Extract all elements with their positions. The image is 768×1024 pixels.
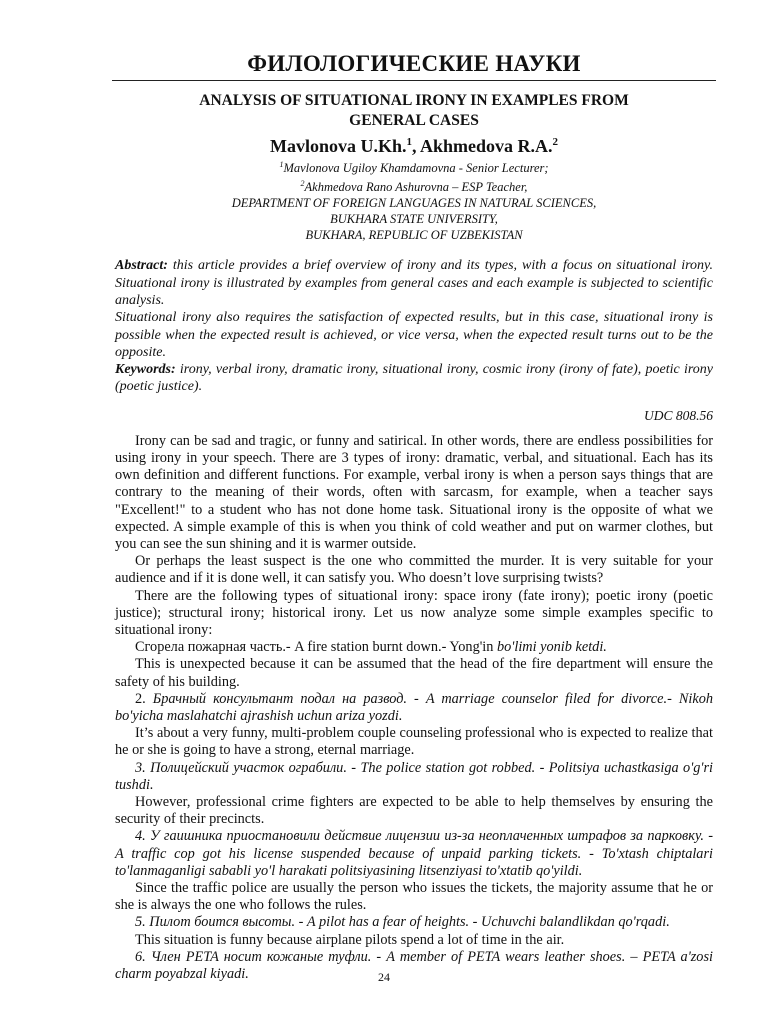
paragraph-italic-text: 4. У гаишника приостановили действие лицензии из-за неоплаченных штрафов за парковку. - A traffic cop got his license suspended because of unpaid parking tickets. - To'xtash chiptalari to'lanmaganligi sababli yo'l harakati politsiyasining litsenziyasi to'xtatib qo'yildi. bbox=[115, 828, 713, 879]
body-paragraph bbox=[115, 553, 713, 587]
keywords-text: irony, verbal irony, dramatic irony, situational irony, cosmic irony (irony of fate), poetic irony (poetic justice). bbox=[115, 362, 713, 395]
paragraph-italic-text: Брачный консультант подал на развод. - A marriage counselor filed for divorce.- Nikoh bo'yicha maslahatchi ajrashish uchun ariza yozdi. bbox=[115, 690, 714, 724]
header-rule bbox=[112, 80, 716, 81]
body-paragraph bbox=[115, 639, 713, 656]
affiliation-line: BUKHARA STATE UNIVERSITY, bbox=[330, 212, 498, 227]
affiliation-line: BUKHARA, REPUBLIC OF UZBEKISTAN bbox=[305, 228, 523, 243]
article-title bbox=[115, 91, 713, 131]
title-line: GENERAL CASES bbox=[349, 112, 479, 129]
udc-code: UDC 808.56 bbox=[643, 407, 713, 423]
body-paragraph bbox=[115, 433, 713, 553]
paragraph-text: 2. bbox=[135, 690, 153, 707]
paragraph-text: Since the traffic police are usually the person who issues the tickets, the majority assume that he or she is always the one who follows the rules. bbox=[115, 879, 713, 914]
author-separator: , bbox=[411, 136, 420, 156]
authors bbox=[115, 131, 713, 157]
aff-text: Mavlonova Ugiloy Khamdamovna - Senior Lecturer; bbox=[283, 161, 549, 176]
paragraph-text: Сгорела пожарная часть.- A fire station burnt down.- Yong'in bbox=[135, 639, 497, 656]
body-paragraph bbox=[115, 656, 713, 690]
paragraph-italic-text: 6. Член PETA носит кожаные туфли. - A member of PETA wears leather shoes. – PETA a'zosi charm poyabzal kiyadi. bbox=[115, 948, 713, 982]
abstract-text: Situational irony also requires the satisfaction of expected results, but in this case, situational irony is possible when the expected result is achieved, or vice versa, when the expected result turns out to be the opposite. bbox=[115, 310, 713, 360]
affiliations bbox=[115, 157, 713, 243]
paragraph-text: This is unexpected because it can be assumed that the head of the fire department will ensure the safety of his building. bbox=[115, 656, 713, 690]
article-body bbox=[115, 433, 713, 984]
paragraph-italic-text: 5. Пилот боится высоты. - A pilot has a fear of heights. - Uchuvchi balandlikdan qo'rqadi. bbox=[135, 914, 670, 931]
body-paragraph bbox=[115, 880, 713, 914]
abstract-text: this article provides a brief overview of irony and its types, with a focus on situational irony. Situational irony is illustrated by examples from general cases and each example is subjected to scientific analysis. bbox=[115, 258, 713, 308]
section-heading: ФИЛОЛОГИЧЕСКИЕ НАУКИ bbox=[247, 51, 581, 76]
body-paragraph bbox=[115, 725, 713, 759]
document-page bbox=[115, 50, 713, 983]
affiliation-line bbox=[115, 157, 713, 176]
page-number: 24 bbox=[378, 970, 390, 984]
keywords-label: Keywords: bbox=[115, 362, 176, 378]
body-paragraph bbox=[115, 760, 713, 794]
body-paragraph bbox=[115, 914, 713, 931]
aff-text: Akhmedova Rano Ashurovna – ESP Teacher, bbox=[304, 180, 528, 195]
author-name: Mavlonova U.Kh. bbox=[269, 136, 407, 156]
affiliation-line: DEPARTMENT OF FOREIGN LANGUAGES IN NATURAL SCIENCES, bbox=[231, 196, 597, 211]
body-paragraph bbox=[115, 588, 713, 640]
paragraph-text: There are the following types of situational irony: space irony (fate irony); poetic irony (poetic justice); structural irony; historical irony. Let us now analyze some simple examples specific to situational irony: bbox=[115, 587, 713, 638]
aff-sup: 1 bbox=[279, 160, 284, 169]
paragraph-text: It’s about a very funny, multi-problem couple counseling professional who is expected to realize that he or she is going to have a strong, eternal marriage. bbox=[115, 725, 713, 759]
body-paragraph bbox=[115, 828, 713, 880]
paragraph-italic-text: 3. Полицейский участок ограбили. - The police station got robbed. - Politsiya uchastkasiga o'g'ri tushdi. bbox=[115, 759, 713, 793]
title-line: ANALYSIS OF SITUATIONAL IRONY IN EXAMPLES FROM bbox=[199, 92, 629, 109]
paragraph-text: This situation is funny because airplane pilots spend a lot of time in the air. bbox=[135, 931, 565, 948]
body-paragraph bbox=[115, 691, 713, 725]
abstract bbox=[115, 257, 713, 395]
affiliation-line bbox=[115, 176, 713, 195]
body-paragraph bbox=[115, 794, 713, 828]
aff-sup: 2 bbox=[300, 179, 305, 189]
author-name: Akhmedova R.A. bbox=[420, 136, 553, 156]
author-sup: 2 bbox=[552, 136, 559, 148]
author-sup: 1 bbox=[406, 136, 412, 148]
body-paragraph bbox=[115, 932, 713, 949]
paragraph-italic-text: bo'limi yonib ketdi. bbox=[497, 639, 607, 656]
paragraph-text: However, professional crime fighters are expected to be able to help themselves by ensuring the security of their precincts. bbox=[115, 793, 713, 828]
paragraph-text: Irony can be sad and tragic, or funny and satirical. In other words, there are endless possibilities for using irony in your speech. There are 3 types of irony: dramatic, verbal, and situational. Each has its own definition and different functions. For example, verbal irony is when a person says things that are contrary to the meaning of their words, often with sarcasm, for example, when a teacher says "Excellent!" to a student who has not done home task. Situational irony is the opposite of what we expected. A simple example of this is when you think of cold weather and put on warmer clothes, but you can see the sun shining and it is warmer outside. bbox=[115, 432, 713, 552]
paragraph-text: Or perhaps the least suspect is the one who committed the murder. It is very suitable for your audience and if it is done well, it can satisfy you. Who doesn’t love surprising twists? bbox=[115, 553, 713, 587]
abstract-label: Abstract: bbox=[115, 258, 168, 274]
